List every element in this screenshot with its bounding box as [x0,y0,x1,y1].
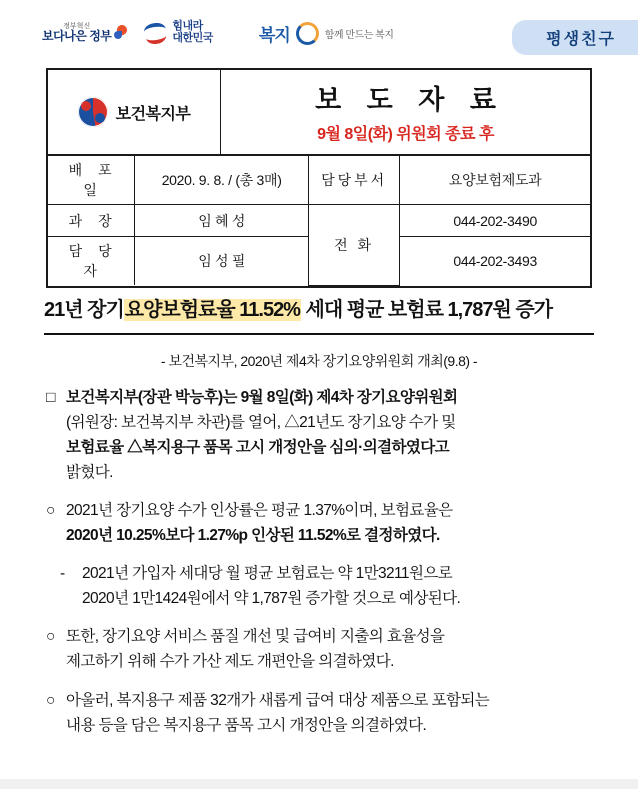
bullet-marker: □ [46,388,55,406]
embargo-notice: 9월 8일(화) 위원회 종료 후 [317,126,494,143]
headline [44,298,594,329]
headline-highlight: 요양보험료율 11.52% [124,298,300,321]
headline-part2: 세대 평균 보험료 1,787원 증가 [300,298,553,321]
meta-value-director: 임 혜 성 [135,205,309,237]
doc-title-block [221,70,590,154]
paragraph-5-line-2: 내용 등을 담은 복지용구 품목 고시 개정안을 의결하였다. [66,716,427,734]
meta-label-distribution: 배 포 일 [48,156,135,205]
paragraph-4 [46,624,592,674]
paragraph-4-line-2: 제고하기 위해 수가 가산 제도 개편안을 의결하였다. [66,653,394,671]
body-text [46,385,592,738]
press-release-header-box [46,68,592,288]
doc-header-row [48,70,590,155]
meta-label-manager: 담 당 자 [48,237,135,286]
bullet-marker: - [60,565,65,583]
paragraph-4-line-1: 또한, 장기요양 서비스 품질 개선 및 급여비 지출의 효율성을 [66,628,445,646]
meta-label-director: 과 장 [48,205,135,237]
ministry-block [48,70,221,154]
welfare-ministry-logo [259,21,394,46]
paragraph-1-line-3: 보험료율 △복지용구 품목 고시 개정안을 심의·의결하였다고 [66,438,449,456]
paragraph-1-line-4: 밝혔다. [66,463,113,481]
cheer-korea-logo [144,21,213,44]
meta-value-department: 요양보험제도과 [400,156,590,205]
taegeuk-icon [78,97,108,127]
paragraph-1 [46,385,592,485]
gov-emblem-icon [114,25,130,41]
paragraph-5-line-1: 아울러, 복지용구 제품 32개가 새롭게 급여 대상 제품으로 포함되는 [66,691,490,709]
meta-value-manager: 임 성 필 [135,237,309,286]
gov-logo-main-text: 보다나은 정부 [42,29,112,44]
paragraph-1-line-2: (위원장: 보건복지부 차관)를 열어, △21년도 장기요양 수가 및 [66,413,456,431]
paragraph-5 [46,688,592,738]
paragraph-2 [46,498,592,548]
meta-value-phone-1: 044-202-3490 [400,205,590,237]
government-innovation-logo [42,23,130,43]
meta-label-phone: 전 화 [308,205,399,286]
table-row [48,205,590,237]
korea-logo-line2: 대한민국 [172,32,213,44]
swoosh-icon [144,22,168,44]
ring-icon [296,22,319,45]
gov-logo-small-text: 정부혁신 [63,23,91,31]
page-bottom-strip [0,779,638,789]
welfare-logo-word: 복지 [258,25,290,45]
korea-logo-line1: 힘내라 [172,20,203,33]
paragraph-3-line-2: 2020년 1만1424원에서 약 1,787원 증가할 것으로 예상된다. [82,590,461,608]
lifetime-friend-banner: 평생친구 [512,20,638,55]
page-title: 보 도 자 료 [315,85,505,115]
headline-divider [44,333,594,335]
subheadline: - 보건복지부, 2020년 제4차 장기요양위원회 개최(9.8) - [160,352,478,369]
bullet-marker: ○ [46,501,55,519]
top-logo-bar [0,0,638,62]
bullet-marker: ○ [46,691,55,709]
paragraph-3 [60,561,592,611]
bullet-marker: ○ [46,628,55,646]
paragraph-2-line-2: 2020년 10.25%보다 1.27%p 인상된 11.52%로 결정하였다. [66,527,440,545]
paragraph-3-line-1: 2021년 가입자 세대당 월 평균 보험료는 약 1만3211원으로 [82,565,453,583]
headline-part1: 21년 장기 [44,298,124,321]
meta-label-department: 담당부서 [308,156,399,205]
table-row [48,156,590,205]
paragraph-1-line-1: 보건복지부(장관 박능후)는 9월 8일(화) 제4차 장기요양위원회 [66,388,458,406]
meta-table [48,155,590,286]
meta-value-distribution: 2020. 9. 8. / (총 3매) [135,156,309,205]
welfare-logo-tagline: 함께 만드는 복지 [324,29,394,41]
meta-value-phone-2: 044-202-3493 [400,237,590,286]
ministry-name: 보건복지부 [115,105,191,123]
headline-block [44,298,594,329]
paragraph-2-line-1: 2021년 장기요양 수가 인상률은 평균 1.37%이며, 보험료율은 [66,501,453,519]
